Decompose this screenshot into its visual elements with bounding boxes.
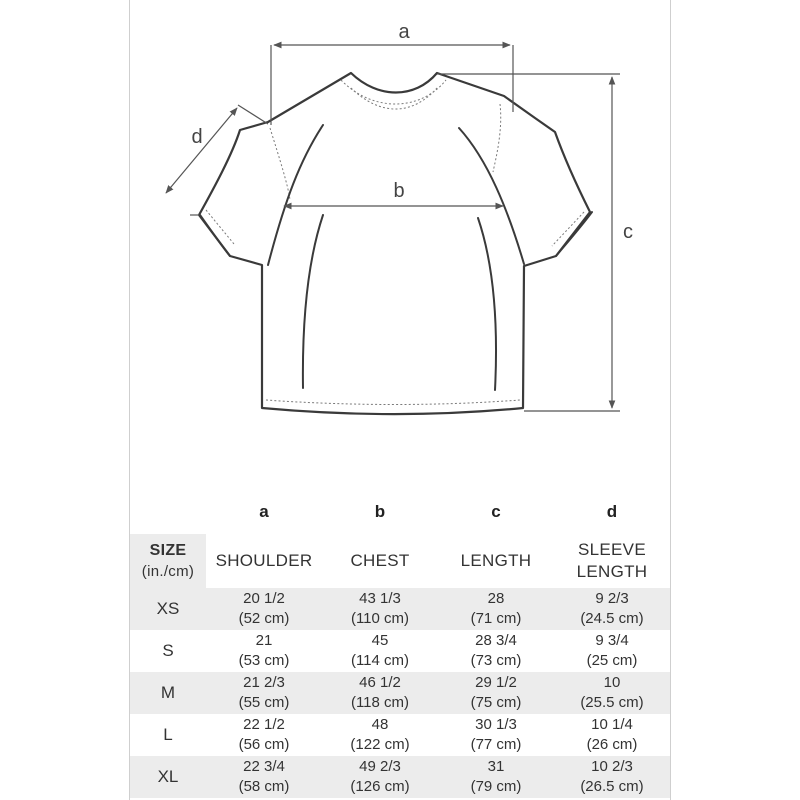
value-in: 20 1/2: [243, 590, 285, 607]
value-cm: (71 cm): [470, 610, 522, 627]
dimension-label-b: b: [393, 180, 405, 202]
value-cm: (73 cm): [470, 652, 522, 669]
chest-cell: [322, 588, 438, 630]
chest-cell: [322, 672, 438, 714]
value-cm: (122 cm): [350, 736, 410, 753]
dimension-d: [166, 105, 268, 215]
value-cm: (77 cm): [470, 736, 522, 753]
value-in: 9 3/4: [595, 632, 629, 649]
length-cell: [438, 714, 554, 756]
value-in: 29 1/2: [475, 674, 517, 691]
value-in: 9 2/3: [595, 590, 629, 607]
header-length: [438, 534, 554, 588]
dimension-c: [437, 74, 620, 411]
value-cm: (25.5 cm): [580, 694, 644, 711]
value-cm: (110 cm): [350, 610, 410, 627]
shoulder-cell: [206, 672, 322, 714]
value-cm: (25 cm): [586, 652, 638, 669]
sleeve-length-cell: [554, 672, 670, 714]
sleeve-length-cell: [554, 714, 670, 756]
table-row: [130, 630, 670, 672]
column-letter-d: d: [606, 502, 618, 521]
value-cm: (24.5 cm): [580, 610, 644, 627]
value-in: 48: [371, 716, 389, 733]
size-cell: XL: [130, 756, 206, 798]
table-row: [130, 756, 670, 798]
tshirt-outline: [199, 73, 590, 414]
table-row: [130, 672, 670, 714]
value-cm: (53 cm): [238, 652, 290, 669]
header-shoulder: [206, 534, 322, 588]
column-letter-a: a: [259, 502, 269, 521]
value-in: 43 1/3: [359, 590, 401, 607]
value-cm: (114 cm): [350, 652, 410, 669]
sleeve-length-cell: [554, 756, 670, 798]
value-in: 28 3/4: [475, 632, 517, 649]
shoulder-cell: [206, 756, 322, 798]
value-in: 28: [487, 590, 505, 607]
value-in: 10: [603, 674, 621, 691]
dimension-a: [271, 45, 513, 125]
value-in: 22 1/2: [243, 716, 285, 733]
chest-cell: [322, 714, 438, 756]
value-in: 30 1/3: [475, 716, 517, 733]
value-cm: (75 cm): [470, 694, 522, 711]
size-cell: S: [130, 630, 206, 672]
header-length-label: LENGTH: [460, 551, 532, 570]
value-in: 10 2/3: [591, 758, 633, 775]
table-corner-cell: [130, 490, 206, 534]
length-cell: [438, 588, 554, 630]
sleeve-length-cell: [554, 630, 670, 672]
sleeve-length-cell: [554, 588, 670, 630]
column-letter-b: b: [374, 502, 386, 521]
value-cm: (26 cm): [586, 736, 638, 753]
length-cell: [438, 630, 554, 672]
length-cell: [438, 672, 554, 714]
shoulder-cell: [206, 630, 322, 672]
value-cm: (52 cm): [238, 610, 290, 627]
header-chest: [322, 534, 438, 588]
shoulder-cell: [206, 588, 322, 630]
size-header-label: SIZE: [149, 542, 187, 559]
dimension-label-a: a: [398, 21, 410, 43]
size-header-cell: [130, 534, 206, 588]
table-row: [130, 714, 670, 756]
size-cell: XS: [130, 588, 206, 630]
value-in: 21: [255, 632, 273, 649]
value-in: 22 3/4: [243, 758, 285, 775]
size-chart-table: [130, 490, 670, 798]
value-cm: (58 cm): [238, 778, 290, 795]
header-sleeve-label-line2: LENGTH: [576, 562, 648, 581]
value-cm: (26.5 cm): [580, 778, 644, 795]
header-sleeve-length: [554, 534, 670, 588]
size-cell: L: [130, 714, 206, 756]
size-cell: M: [130, 672, 206, 714]
dimension-label-d: d: [191, 126, 203, 148]
table-letter-row: [130, 490, 670, 534]
value-in: 49 2/3: [359, 758, 401, 775]
value-cm: (56 cm): [238, 736, 290, 753]
value-in: 10 1/4: [591, 716, 633, 733]
tshirt-seams: [200, 125, 592, 390]
value-in: 45: [371, 632, 389, 649]
shoulder-cell: [206, 714, 322, 756]
dimension-label-c: c: [623, 221, 633, 243]
value-in: 21 2/3: [243, 674, 285, 691]
header-sleeve-label-line1: SLEEVE: [578, 540, 646, 559]
size-header-unit: (in./cm): [141, 563, 195, 580]
value-cm: (126 cm): [350, 778, 410, 795]
header-chest-label: CHEST: [350, 551, 410, 570]
value-cm: (79 cm): [470, 778, 522, 795]
length-cell: [438, 756, 554, 798]
header-shoulder-label: SHOULDER: [215, 551, 313, 570]
value-cm: (55 cm): [238, 694, 290, 711]
column-letter-c: c: [491, 502, 501, 521]
table-row: [130, 588, 670, 630]
chest-cell: [322, 756, 438, 798]
table-header-row: [130, 534, 670, 588]
value-in: 46 1/2: [359, 674, 401, 691]
chest-cell: [322, 630, 438, 672]
value-cm: (118 cm): [350, 694, 410, 711]
value-in: 31: [487, 758, 505, 775]
